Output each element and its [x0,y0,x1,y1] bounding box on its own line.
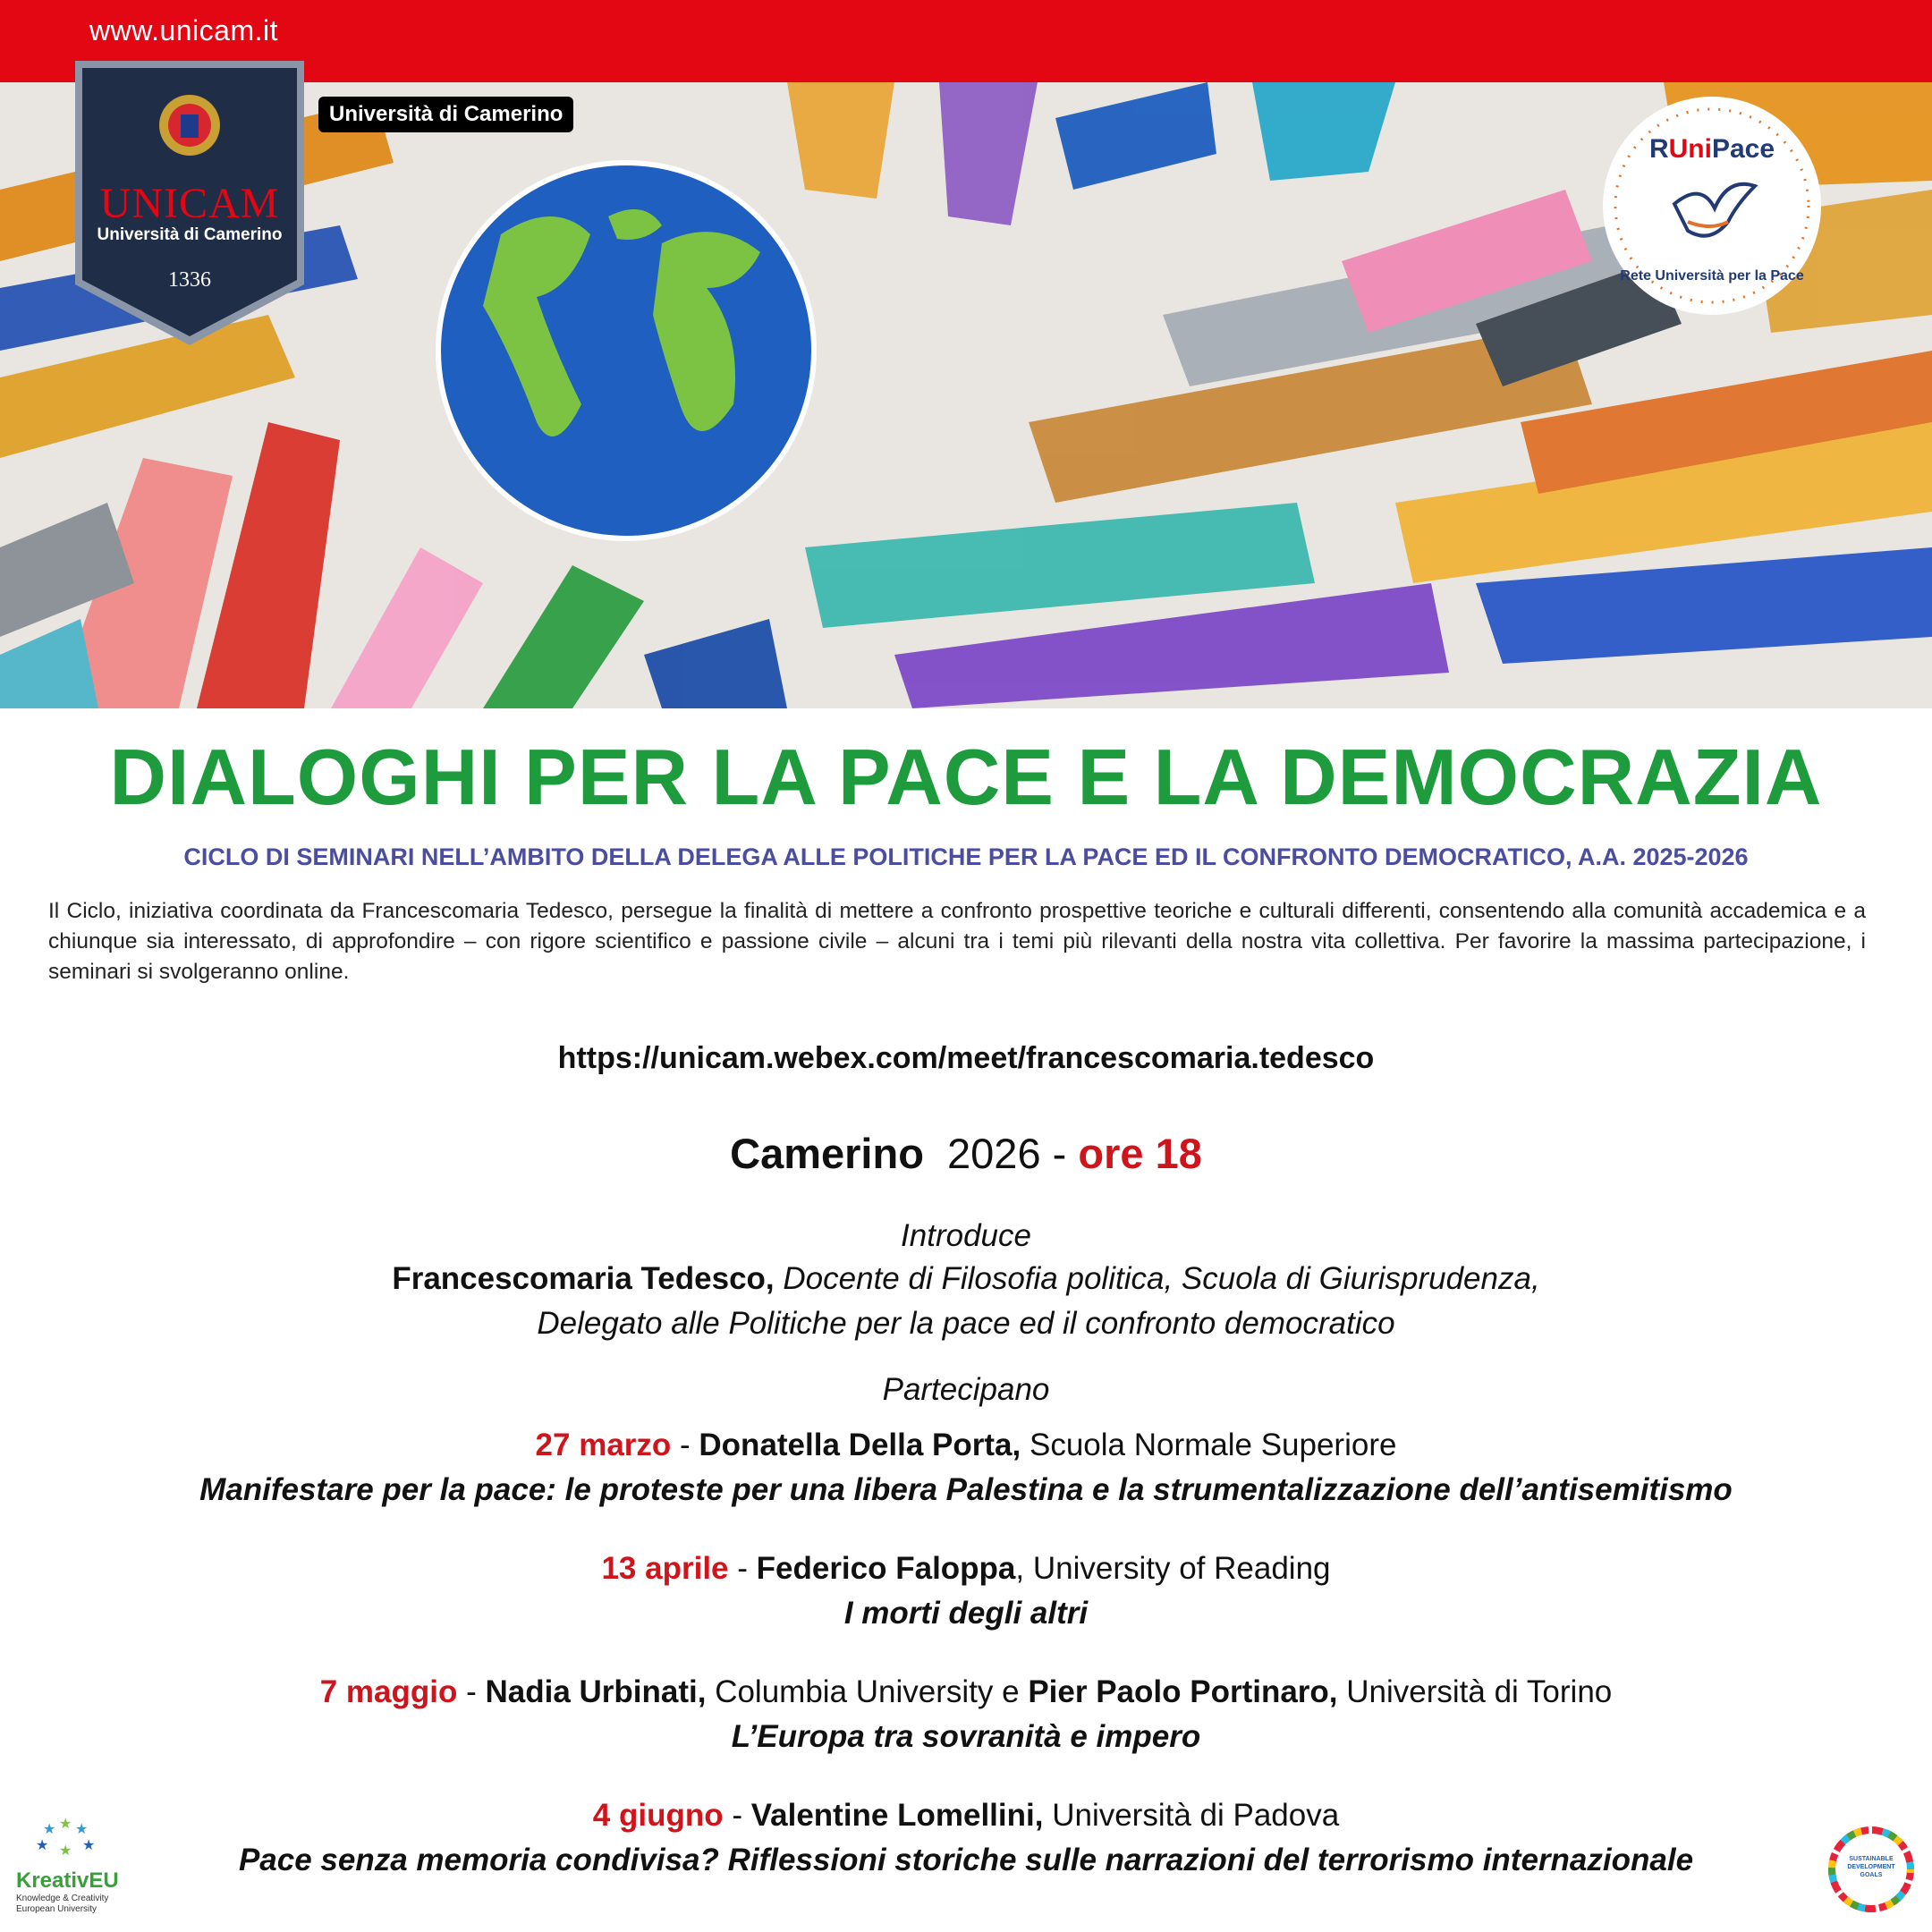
seminar-1-header: 27 marzo - Donatella Della Porta, Scuola Normale Superiore [535,1428,1397,1462]
svg-text:★: ★ [82,1836,96,1853]
webex-meeting-link[interactable]: https://unicam.webex.com/meet/francescomaria.tedesco [557,1041,1375,1075]
university-label: Università di Camerino [318,97,573,132]
seminar-date: 27 marzo [535,1428,672,1462]
runipace-title-r: R [1648,134,1669,164]
page-subtitle: CICLO DI SEMINARI NELL’AMBITO DELLA DELEGA ALLE POLITICHE PER LA PACE ED IL CONFRONTO DEMOCRATICO, A.A. 2025-2026 [183,843,1749,870]
seminar-3-title: L’Europa tra sovranità e impero [731,1719,1201,1754]
time: ore 18 [1078,1130,1202,1177]
description-paragraph: Il Ciclo, iniziativa coordinata da Francescomaria Tedesco, persegue la finalità di mettere a confronto prospettive teoriche e culturali differenti, consentendo alla comunità accademica e a chiunque sia interessato, di approfondire – con rigore scientifico e passione civile – alcuni tra i temi più rilevanti della nostra vita collettiva. Per favorire la massima partecipazione, i seminari si svolgeranno online. [48,899,1866,984]
runipace-title-pace: Pace [1711,134,1775,164]
unicam-shield-subtitle: Università di Camerino [97,225,283,244]
star-circle-icon [16,1816,150,1869]
unicam-wordmark: UNICAM [99,180,280,227]
seminar-speaker-2: Pier Paolo Portinaro, [1028,1674,1338,1709]
seminar-speaker: Donatella Della Porta, [699,1428,1021,1462]
intro-role-2: Delegato alle Politiche per la pace ed il confronto democratico [537,1306,1395,1341]
intro-speaker: Francescomaria Tedesco, [392,1261,775,1296]
seminar-date: 13 aprile [601,1551,729,1586]
participants-label: Partecipano [882,1372,1050,1407]
location: Camerino [730,1130,924,1177]
kreativeu-logo [16,1816,150,1914]
seminar-affiliation: , University of Reading [1015,1551,1331,1586]
website-url[interactable]: www.unicam.it [89,14,278,47]
year: 2026 [947,1130,1041,1177]
location-time-line: Camerino 2026 - ore 18 [730,1130,1202,1177]
runipace-title-uni: Uni [1668,134,1712,164]
seminar-affiliation: Scuola Normale Superiore [1029,1428,1397,1462]
svg-text:★: ★ [36,1836,49,1853]
kreativeu-name: KreativEU [16,1868,119,1893]
seminar-4-title: Pace senza memoria condivisa? Riflessioni storiche sulle narrazioni del terrorismo internazionale [238,1843,1694,1877]
sdg-label: SUSTAINABLE DEVELOPMENT GOALS [1847,1856,1895,1878]
seminar-speaker: Nadia Urbinati, [485,1674,707,1709]
unicam-founding-year: 1336 [168,268,211,292]
seminar-affiliation: Columbia University e [715,1674,1020,1709]
svg-text:★: ★ [43,1820,56,1837]
intro-label: Introduce [901,1218,1031,1253]
intro-role-1: Docente di Filosofia politica, Scuola di Giurisprudenza, [783,1261,1540,1296]
globe [438,163,814,538]
svg-text:★: ★ [59,1842,72,1859]
seminar-2-title: I morti degli altri [843,1596,1089,1631]
seminar-affiliation-2: Università di Torino [1346,1674,1613,1709]
seminar-3-header: 7 maggio - Nadia Urbinati, Columbia University e Pier Paolo Portinaro, Università di Torino [319,1674,1613,1709]
runipace-title [1603,134,1821,165]
seminar-date: 4 giugno [592,1798,724,1833]
sdg-logo [1826,1825,1916,1914]
kreativeu-tagline: Knowledge & Creativity European University [16,1894,109,1914]
seminar-1-title: Manifestare per la pace: le proteste per una libera Palestina e la strumentalizzazione dell’antisemitismo [199,1472,1733,1507]
runipace-subtitle: Rete Università per la Pace [1620,268,1804,284]
seminar-affiliation: Università di Padova [1052,1798,1340,1833]
seminar-speaker: Federico Faloppa [756,1551,1016,1586]
page-title: DIALOGHI PER LA PACE E LA DEMOCRAZIA [109,733,1823,821]
svg-text:★: ★ [75,1820,89,1837]
svg-text:★: ★ [59,1816,72,1832]
seminar-speaker: Valentine Lomellini, [750,1798,1044,1833]
intro-line [0,1261,1932,1297]
seminar-date: 7 maggio [319,1674,458,1709]
seminar-4-header: 4 giugno - Valentine Lomellini, Università di Padova [592,1798,1340,1833]
seminar-2-header: 13 aprile - Federico Faloppa, University of Reading [601,1551,1331,1586]
